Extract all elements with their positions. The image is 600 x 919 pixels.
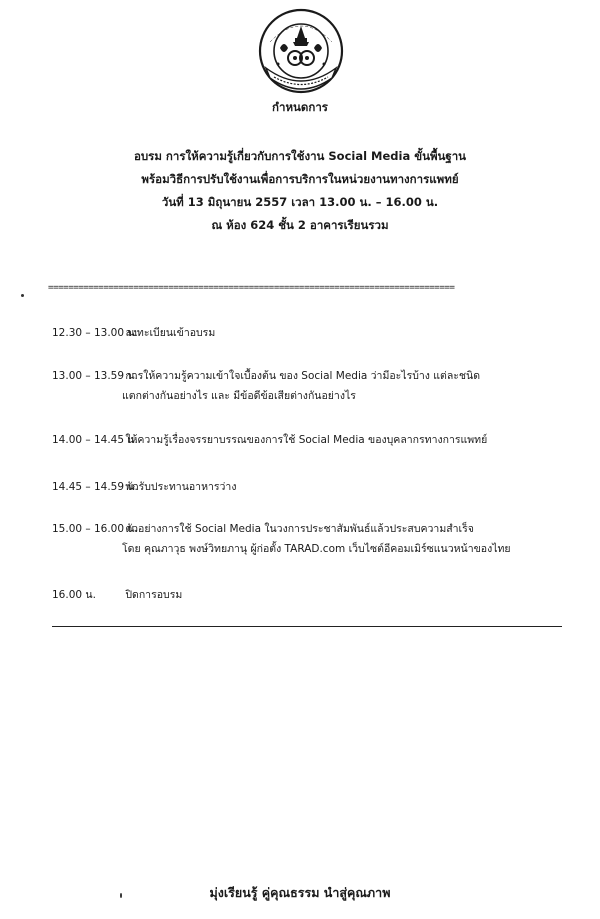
schedule-desc-continued: โดย คุณภาวุธ พงษ์วิทยภานุ ผู้ก่อตั้ง TARAD.com เว็บไซต์อีคอมเมิร์ซแนวหน้าของไทย [122,543,511,555]
schedule-desc-continued: แตกต่างกันอย่างไร และ มีข้อดีข้อเสียต่างกันอย่างไร [122,390,356,402]
footer-motto: มุ่งเรียนรู้ คู่คุณธรรม นำสู่คุณภาพ [209,885,391,900]
schedule-time: 12.30 – 13.00 น. [52,327,138,339]
schedule-desc: ลงทะเบียนเข้าอบรม [125,327,216,339]
heading-line-4: ณ ห้อง 624 ชั้น 2 อาคารเรียนรวม [211,218,389,232]
equals-divider: ================================================================================= [48,283,455,293]
schedule-item [52,326,215,340]
schedule-time: 13.00 – 13.59 น. [52,370,138,382]
schedule-time: 14.00 – 14.45 น. [52,434,138,446]
schedule-item [52,480,236,494]
schedule-time: 14.45 – 14.59 น. [52,481,138,493]
heading-line-1: อบรม การให้ความรู้เกี่ยวกับการใช้งาน Social Media ขั้นพื้นฐาน [133,149,467,163]
schedule-time: 16.00 น. [52,589,96,601]
schedule-desc: ให้ความรู้เรื่องจรรยาบรรณของการใช้ Social Media ของบุคลากรทางการแพทย์ [125,434,488,446]
schedule-item [52,588,182,602]
schedule-desc: ตัวอย่างการใช้ Social Media ในวงการประชาสัมพันธ์แล้วประสบความสำเร็จ [125,523,474,535]
university-seal-logo [258,8,344,94]
closing-divider [52,626,562,627]
scan-speck [21,294,24,297]
schedule-time: 15.00 – 16.00 น. [52,523,138,535]
schedule-item [52,433,487,447]
schedule-item [52,369,480,383]
document-title: กำหนดการ [272,100,328,114]
schedule-item [52,522,474,536]
heading-line-3: วันที่ 13 มิถุนายน 2557 เวลา 13.00 น. – 16.00 น. [161,195,439,209]
schedule-desc: การให้ความรู้ความเข้าใจเบื้องต้น ของ Social Media ว่ามีอะไรบ้าง แต่ละชนิด [125,370,481,382]
schedule-desc: ปิดการอบรม [125,589,183,601]
schedule-desc: พักรับประทานอาหารว่าง [125,481,237,493]
heading-line-2: พร้อมวิธีการปรับใช้งานเพื่อการบริการในหน่วยงานทางการแพทย์ [141,172,459,186]
